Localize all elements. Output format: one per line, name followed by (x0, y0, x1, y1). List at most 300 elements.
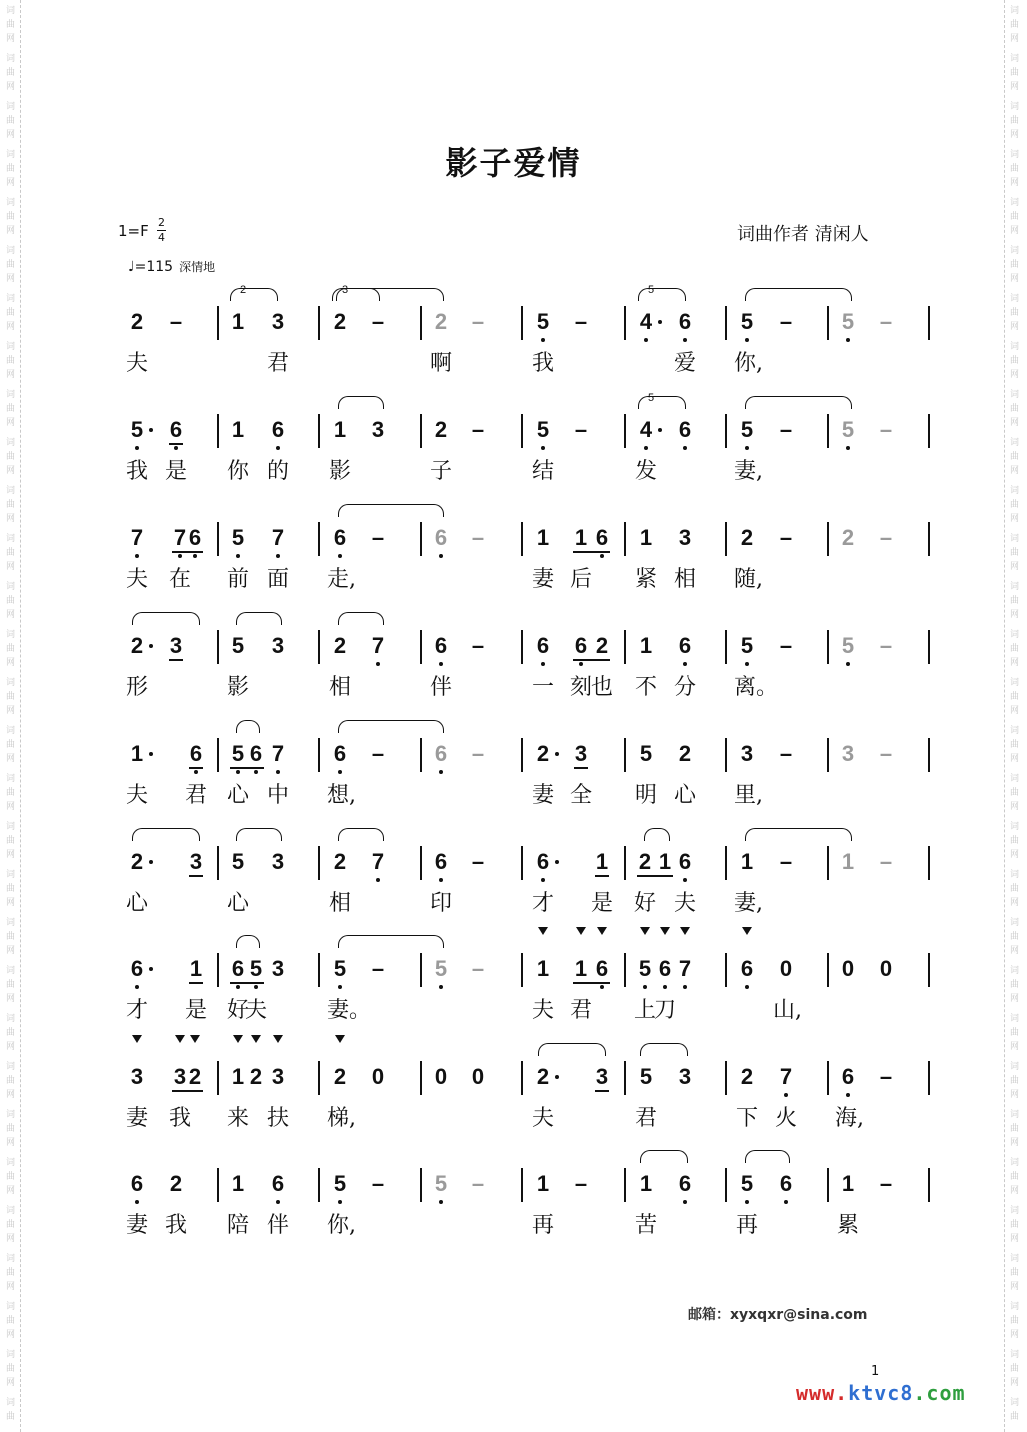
watermark-char: 词 (6, 534, 16, 544)
lower-octave-dot (600, 554, 604, 558)
watermark-char: 网 (1010, 610, 1020, 620)
lyric-char: 啊 (429, 351, 452, 376)
augmentation-dot (658, 320, 662, 324)
score-note: 5 (130, 417, 144, 442)
watermark-char: 曲 (6, 452, 16, 462)
eighth-pair-underline (573, 551, 610, 553)
watermark-char: 网 (6, 658, 16, 668)
eighth-pair-underline (573, 659, 610, 661)
lyric-char: 分 (673, 675, 696, 700)
accent-mark (660, 927, 670, 935)
watermark-char: 网 (1010, 850, 1020, 860)
lyric-char: 不 (634, 675, 657, 700)
lower-octave-dot (663, 985, 667, 989)
score-note: – (371, 525, 385, 550)
tie-arc (644, 828, 670, 841)
lyric-char: 君 (266, 351, 289, 376)
score-note: 6 (434, 525, 448, 550)
score-note: 2 (333, 309, 347, 334)
watermark-char: 词 (1010, 774, 1020, 784)
score-note: 1 (740, 849, 754, 874)
watermark-char: 曲 (6, 1076, 16, 1086)
bar-line (217, 1061, 219, 1095)
bar-line (420, 953, 422, 987)
score-note: 1 (189, 956, 203, 981)
score-note: 2 (130, 309, 144, 334)
score-note: – (779, 525, 793, 550)
score-note: 6 (678, 417, 692, 442)
score-note: 5 (249, 956, 263, 981)
lyric-char: 妻, (734, 891, 763, 916)
lyric-char: 夫 (531, 1106, 554, 1131)
watermark-char: 曲 (1010, 1220, 1020, 1230)
score-note: – (371, 741, 385, 766)
composer-credit: 词曲作者 清闲人 (737, 224, 869, 245)
bar-line (217, 1168, 219, 1202)
score-note: 1 (231, 417, 245, 442)
watermark-char: 曲 (6, 260, 16, 270)
eighth-underline (189, 982, 203, 984)
watermark-char: 曲 (1010, 1172, 1020, 1182)
eighth-pair-underline (172, 551, 203, 553)
bar-line (827, 1168, 829, 1202)
watermark-char: 曲 (6, 20, 16, 30)
lyric-char: 妻 (531, 567, 554, 592)
score-note: 3 (595, 1064, 609, 1089)
lyric-char: 我 (531, 351, 554, 376)
lyric-char: 紧 (634, 567, 657, 592)
score-note: 2 (188, 1064, 202, 1089)
watermark-char: 曲 (1010, 1076, 1020, 1086)
watermark-char: 词 (6, 630, 16, 640)
tie-arc (338, 935, 444, 948)
score-note: 2 (333, 849, 347, 874)
watermark-char: 曲 (1010, 644, 1020, 654)
site-suffix: .com (913, 1381, 966, 1405)
lyric-char: 苦 (634, 1213, 657, 1238)
watermark-char: 曲 (1010, 356, 1020, 366)
score-note: 3 (678, 525, 692, 550)
tie-arc (338, 504, 444, 517)
eighth-underline (189, 875, 203, 877)
watermark-char: 曲 (1010, 308, 1020, 318)
bar-line (827, 846, 829, 880)
lower-octave-dot (236, 554, 240, 558)
bar-line (318, 1061, 320, 1095)
score-note: 6 (658, 956, 672, 981)
bar-line (217, 522, 219, 556)
watermark-char: 网 (6, 1330, 16, 1340)
score-note: 5 (639, 741, 653, 766)
watermark-char: 网 (6, 82, 16, 92)
watermark-char: 网 (6, 994, 16, 1004)
score-note: 0 (371, 1064, 385, 1089)
watermark-char: 网 (1010, 1138, 1020, 1148)
score-note: 3 (740, 741, 754, 766)
lower-octave-dot (276, 1200, 280, 1204)
watermark-char: 曲 (1010, 1124, 1020, 1134)
score-note: 2 (169, 1171, 183, 1196)
score-note: – (574, 1171, 588, 1196)
score-note: 3 (189, 849, 203, 874)
lyric-char: 夫 (125, 351, 148, 376)
augmentation-dot (555, 860, 559, 864)
watermark-char: 网 (6, 178, 16, 188)
watermark-char: 网 (6, 1234, 16, 1244)
lyric-char: 心 (673, 783, 696, 808)
bar-line (624, 1168, 626, 1202)
tie-arc (236, 828, 282, 841)
score-note: 1 (536, 956, 550, 981)
time-signature-top: 2 (158, 216, 165, 229)
accent-mark (335, 1035, 345, 1043)
watermark-char: 词 (1010, 54, 1020, 64)
bar-line (420, 630, 422, 664)
bar-line (624, 1061, 626, 1095)
score-note: 6 (130, 1171, 144, 1196)
lower-octave-dot (683, 878, 687, 882)
accent-mark (742, 927, 752, 935)
lyric-char: 夫 (125, 567, 148, 592)
tie-arc (640, 1043, 688, 1056)
watermark-char: 词 (1010, 1350, 1020, 1360)
lyric-char: 才 (531, 891, 554, 916)
tie-arc (132, 612, 200, 625)
lyric-char: 里, (734, 783, 763, 808)
lyric-char: 下 (735, 1106, 758, 1131)
lower-octave-dot (174, 446, 178, 450)
score-note: – (779, 417, 793, 442)
score-note: – (471, 849, 485, 874)
bar-line (928, 414, 930, 448)
bar-line (217, 953, 219, 987)
key-signature: 1=F (118, 222, 149, 240)
score-note: 2 (841, 525, 855, 550)
watermark-char: 词 (6, 1206, 16, 1216)
watermark-char: 曲 (6, 836, 16, 846)
lyric-char: 心 (226, 783, 249, 808)
bar-line (725, 738, 727, 772)
watermark-char: 词 (1010, 1110, 1020, 1120)
grace-note: 3 (342, 284, 349, 296)
watermark-char: 网 (6, 754, 16, 764)
lower-octave-dot (439, 985, 443, 989)
bar-line (521, 306, 523, 340)
bar-line (420, 1168, 422, 1202)
score-note: 3 (173, 1064, 187, 1089)
lower-octave-dot (784, 1200, 788, 1204)
score-note: – (574, 417, 588, 442)
watermark-char: 曲 (6, 788, 16, 798)
score-note: – (879, 1171, 893, 1196)
watermark-char: 网 (6, 1378, 16, 1388)
augmentation-dot (149, 644, 153, 648)
bar-line (624, 738, 626, 772)
tie-arc (745, 396, 852, 409)
watermark-char: 词 (1010, 198, 1020, 208)
lyric-char: 结 (531, 459, 554, 484)
lyric-char: 影 (226, 675, 249, 700)
bar-line (624, 953, 626, 987)
bar-line (624, 630, 626, 664)
watermark-char: 曲 (1010, 548, 1020, 558)
lyric-char: 陪 (226, 1213, 249, 1238)
bar-line (521, 522, 523, 556)
lower-octave-dot (276, 770, 280, 774)
watermark-char: 网 (6, 850, 16, 860)
lower-octave-dot (846, 338, 850, 342)
score-note: 5 (841, 417, 855, 442)
tie-arc (338, 396, 384, 409)
watermark-char: 词 (6, 1158, 16, 1168)
score-note: 7 (678, 956, 692, 981)
bar-line (725, 1061, 727, 1095)
augmentation-dot (149, 428, 153, 432)
lower-octave-dot (745, 446, 749, 450)
bar-line (725, 1168, 727, 1202)
score-note: 6 (574, 633, 588, 658)
bar-line (420, 414, 422, 448)
watermark-char: 曲 (6, 644, 16, 654)
score-note: 5 (231, 633, 245, 658)
lyric-char: 形 (125, 675, 148, 700)
score-note: 6 (333, 741, 347, 766)
score-note: – (879, 417, 893, 442)
lower-octave-dot (644, 446, 648, 450)
watermark-char: 词 (6, 438, 16, 448)
score-note: 5 (231, 849, 245, 874)
lyric-char: 来 (226, 1106, 249, 1131)
score-note: 2 (249, 1064, 263, 1089)
lower-octave-dot (338, 985, 342, 989)
score-note: 4 (639, 417, 653, 442)
bar-line (318, 953, 320, 987)
watermark-char: 网 (1010, 1042, 1020, 1052)
score-note: 6 (595, 525, 609, 550)
score-note: 1 (639, 1171, 653, 1196)
watermark-char: 网 (1010, 466, 1020, 476)
watermark-char: 网 (1010, 1090, 1020, 1100)
watermark-char: 词 (6, 966, 16, 976)
bar-line (420, 1061, 422, 1095)
lower-octave-dot (846, 446, 850, 450)
watermark-char: 曲 (1010, 20, 1020, 30)
grace-note: 5 (648, 392, 655, 404)
lyric-char: 走, (327, 567, 356, 592)
score-note: 3 (371, 417, 385, 442)
bar-line (928, 1168, 930, 1202)
bar-line (521, 846, 523, 880)
score-note: 1 (333, 417, 347, 442)
lower-octave-dot (178, 554, 182, 558)
score-note: 1 (130, 741, 144, 766)
score-note: 2 (130, 633, 144, 658)
watermark-char: 曲 (1010, 740, 1020, 750)
score-note: 2 (740, 1064, 754, 1089)
bar-line (420, 846, 422, 880)
lyric-char: 火 (774, 1106, 797, 1131)
watermark-char: 曲 (6, 548, 16, 558)
bar-line (521, 414, 523, 448)
bar-line (624, 306, 626, 340)
lower-octave-dot (276, 554, 280, 558)
score-note: 5 (638, 956, 652, 981)
score-note: 6 (678, 633, 692, 658)
lyric-char: 再 (531, 1213, 554, 1238)
score-note: 6 (231, 956, 245, 981)
watermark-char: 词 (6, 54, 16, 64)
lyric-char: 后 (569, 567, 592, 592)
score-note: 5 (333, 1171, 347, 1196)
lower-octave-dot (135, 1200, 139, 1204)
watermark-char: 曲 (1010, 932, 1020, 942)
watermark-char: 词 (1010, 582, 1020, 592)
watermark-char: 网 (6, 418, 16, 428)
watermark-char: 词 (1010, 678, 1020, 688)
score-note: 1 (574, 956, 588, 981)
score-note: 3 (130, 1064, 144, 1089)
watermark-char: 词 (6, 6, 16, 16)
eighth-underline (574, 767, 588, 769)
watermark-char: 网 (6, 226, 16, 236)
watermark-char: 网 (6, 370, 16, 380)
score-note: 6 (188, 525, 202, 550)
score-note: – (779, 741, 793, 766)
lower-octave-dot (439, 770, 443, 774)
site-logo (796, 1381, 966, 1405)
watermark-char: 曲 (6, 356, 16, 366)
score-note: – (779, 309, 793, 334)
score-note: 7 (271, 525, 285, 550)
score-note: 6 (536, 849, 550, 874)
watermark-char: 网 (6, 802, 16, 812)
score-note: 6 (678, 849, 692, 874)
lyric-char: 妻 (125, 1213, 148, 1238)
bar-line (217, 630, 219, 664)
watermark-char: 曲 (1010, 452, 1020, 462)
score-note: 2 (595, 633, 609, 658)
lower-octave-dot (135, 554, 139, 558)
watermark-char: 曲 (1010, 596, 1020, 606)
watermark-char: 网 (6, 946, 16, 956)
score-note: 3 (271, 633, 285, 658)
watermark-char: 曲 (1010, 212, 1020, 222)
lyric-char: 爱 (673, 351, 696, 376)
watermark-char: 网 (6, 274, 16, 284)
bar-line (725, 630, 727, 664)
score-note: 5 (536, 309, 550, 334)
watermark-char: 网 (1010, 1282, 1020, 1292)
bar-line (420, 306, 422, 340)
score-note: 0 (779, 956, 793, 981)
score-note: 1 (639, 633, 653, 658)
score-note: 6 (779, 1171, 793, 1196)
quarter-note-icon: ♩ (128, 259, 135, 275)
watermark-char: 曲 (6, 1028, 16, 1038)
score-note: 6 (130, 956, 144, 981)
bar-line (521, 1168, 523, 1202)
tie-arc (338, 828, 384, 841)
score-note: 3 (841, 741, 855, 766)
watermark-char: 曲 (6, 1124, 16, 1134)
bar-line (217, 306, 219, 340)
score-note: 1 (595, 849, 609, 874)
score-note: 2 (434, 417, 448, 442)
lower-octave-dot (846, 662, 850, 666)
watermark-char: 词 (1010, 918, 1020, 928)
score-note: 1 (658, 849, 672, 874)
bar-line (827, 630, 829, 664)
score-note: – (169, 309, 183, 334)
score-note: – (371, 1171, 385, 1196)
score-note: – (471, 417, 485, 442)
score-note: 3 (271, 849, 285, 874)
watermark-char: 曲 (1010, 164, 1020, 174)
watermark-char: 词 (1010, 294, 1020, 304)
lyric-char: 伴 (429, 675, 452, 700)
score-note: – (879, 525, 893, 550)
watermark-char: 网 (1010, 802, 1020, 812)
lower-octave-dot (683, 985, 687, 989)
bar-line (420, 738, 422, 772)
lower-octave-dot (541, 446, 545, 450)
watermark-char: 词 (6, 582, 16, 592)
bar-line (928, 1061, 930, 1095)
watermark-char: 曲 (1010, 260, 1020, 270)
eighth-underline (169, 443, 183, 445)
lyric-char: 夫 (531, 998, 554, 1023)
lower-octave-dot (338, 554, 342, 558)
lower-octave-dot (439, 554, 443, 558)
augmentation-dot (555, 1075, 559, 1079)
score-note: – (471, 525, 485, 550)
lower-octave-dot (643, 985, 647, 989)
watermark-char: 词 (1010, 1398, 1020, 1408)
watermark-char: 词 (1010, 1062, 1020, 1072)
score-note: 1 (841, 849, 855, 874)
watermark-char: 网 (1010, 514, 1020, 524)
lyric-char: 相 (673, 567, 696, 592)
watermark-char: 曲 (6, 68, 16, 78)
score-note: – (879, 633, 893, 658)
score-note: 5 (231, 741, 245, 766)
score-note: 2 (333, 1064, 347, 1089)
contact-email: 邮箱：xyxqxr@sina.com (688, 1307, 868, 1323)
score-note: – (471, 741, 485, 766)
watermark-char: 词 (1010, 6, 1020, 16)
eighth-pair-underline (230, 982, 264, 984)
score-note: 1 (536, 1171, 550, 1196)
bar-line (624, 522, 626, 556)
watermark-char: 词 (1010, 1158, 1020, 1168)
watermark-char: 网 (1010, 1234, 1020, 1244)
score-note: – (471, 1171, 485, 1196)
lyric-char: 刀 (653, 998, 676, 1023)
score-note: 1 (574, 525, 588, 550)
score-note: 2 (638, 849, 652, 874)
watermark-char: 网 (6, 610, 16, 620)
lower-octave-dot (745, 985, 749, 989)
lyric-char: 面 (266, 567, 289, 592)
watermark-char: 词 (1010, 1302, 1020, 1312)
watermark-char: 词 (6, 102, 16, 112)
lyric-char: 是 (590, 891, 613, 916)
lyric-char: 也 (590, 675, 613, 700)
lyric-char: 好 (226, 998, 249, 1023)
bar-line (827, 738, 829, 772)
bar-line (521, 630, 523, 664)
watermark-char: 曲 (6, 692, 16, 702)
